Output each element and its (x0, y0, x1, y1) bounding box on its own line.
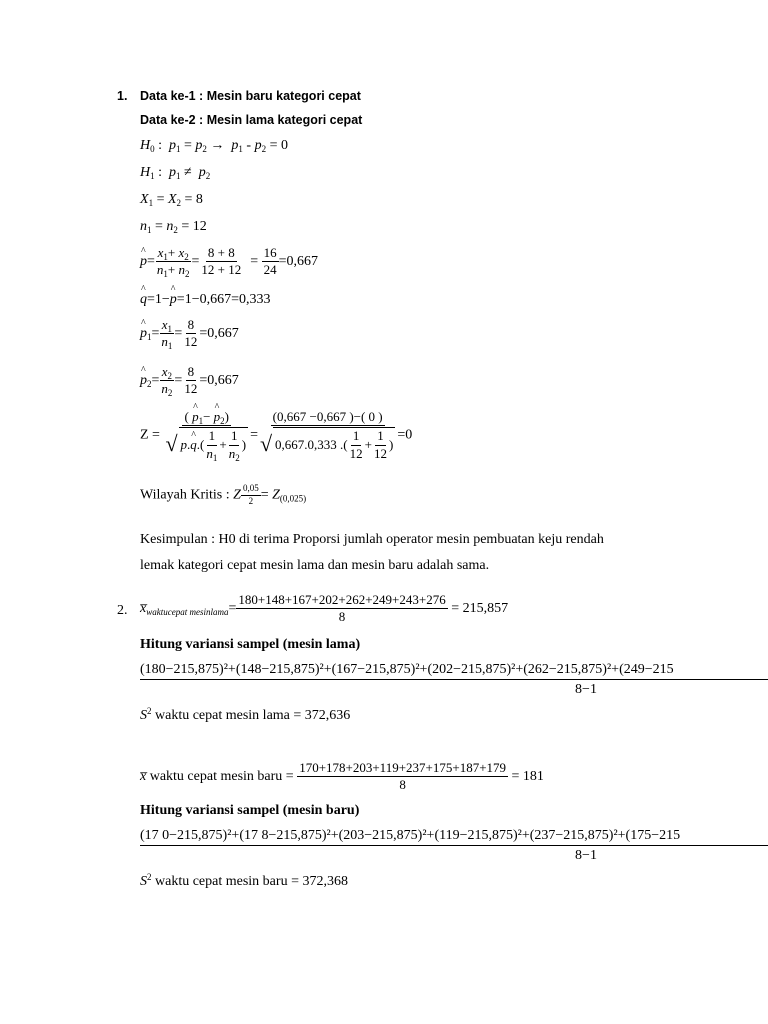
conclusion-line-2: lemak kategori cepat mesin lama dan mesin baru adalah sama. (140, 558, 490, 573)
x-values: $X_1 = X_2 = 8$ (140, 192, 203, 208)
critical-region: Wilayah Kritis : Z $\frac{0,05}{2}$ = $Z_{(0,025)}$ (140, 483, 307, 506)
variance-baru-fraction: (17 0−215,875)²+(17 8−215,875)²+(203−215,875)²+(119−215,875)²+(237−215,875)²+(175−215 8−1 (140, 829, 768, 863)
z-formula: Z = ( ^ $p_1-$ ^ $p_2$) √ p . ^ q .( $\frac{1}{n_1}$ + $\frac{1}{n_2}$ ) = (0,667 −0,667 )−( 0 ) √ 0,667.0,333 .( $\frac{1}{12}$ + $\frac{1}{12}$ ) =0 (140, 410, 412, 461)
heading-variance-lama: Hitung variansi sampel (mesin lama) (140, 637, 361, 652)
variance-lama-fraction: (180−215,875)²+(148−215,875)²+(167−215,875)²+(202−215,875)²+(262−215,875)²+(249−215 8−1 (140, 663, 768, 697)
conclusion-line-1: Kesimpulan : H0 di terima Proporsi jumlah operator mesin pembuatan keju rendah (140, 532, 604, 547)
p-hat-result: =0,667 (278, 254, 319, 270)
item-number-2: 2. (117, 603, 128, 618)
xbar-baru-formula: x̅ waktu cepat mesin baru = $\frac{170+178+203+119+237+175+187+179}{8}$ = 181 (140, 760, 544, 793)
item-number-1: 1. (117, 89, 128, 103)
s2-baru: $S^2$ waktu cepat mesin baru = 372,368 (140, 872, 348, 889)
xbar-lama-formula: $x̅_{waktucepat mesinlama}=$ $\frac{180+148+167+202+262+249+243+276}{8}$ = 215,857 (140, 592, 509, 625)
n-values: $n_1 = n_2 = 12$ (140, 219, 207, 235)
p-hat-formula: ^ p= $\frac{x_1+ x_2}{n_1+ n_2}$ = $\frac{8 + 8}{12 + 12}$ = $\frac{16}{24}$ =0,667 (140, 246, 318, 278)
h0-hypothesis: $H_0$ : $p_1 = p_2 \to p_1 - p_2 = 0$ (140, 138, 288, 154)
s2-lama: $S^2$ waktu cepat mesin lama = 372,636 (140, 706, 351, 723)
p2-hat-formula: ^ $p_2=$ $\frac{x_2}{n_2}$ = $\frac{8}{12}$ =0,667 (140, 365, 239, 397)
data-line-2: Data ke-2 : Mesin lama kategori cepat (140, 113, 363, 127)
heading-variance-baru: Hitung variansi sampel (mesin baru) (140, 803, 360, 818)
p1-hat-formula: ^ $p_1=$ $\frac{x_1}{n_1}$ = $\frac{8}{12}$ =0,667 (140, 318, 239, 350)
data-line-1: Data ke-1 : Mesin baru kategori cepat (140, 89, 361, 103)
h1-hypothesis: $H_1$ : $p_1 \ne p_2$ (140, 165, 211, 181)
q-hat-formula: ^ q=1−^ p=1−0,667=0,333 (140, 293, 270, 307)
